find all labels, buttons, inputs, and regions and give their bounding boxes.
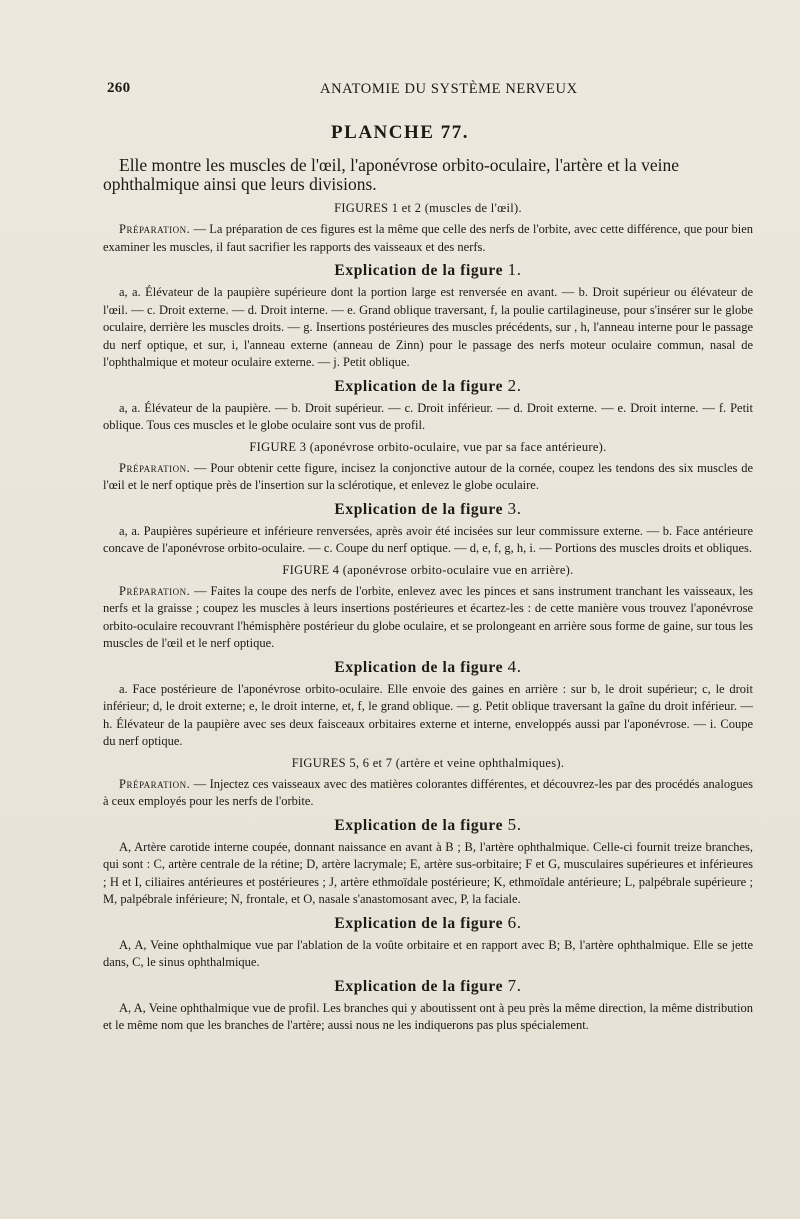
preparation-text: — La préparation de ces figures est la même que celle des nerfs de l'orbite, avec cette différence, que pour bien examiner les muscles, il faut sacrifier les rapports des vaisseaux et des nerfs. xyxy=(103,222,753,254)
figure-number: 4. xyxy=(507,656,522,676)
explanation-paragraph: A, A, Veine ophthalmique vue par l'ablation de la voûte orbitaire et en rapport avec B; B, l'artère ophthalmique. Elle se jette dans, C, le sinus ophthalmique. xyxy=(103,937,753,969)
explanation-paragraph: A, A, Veine ophthalmique vue de profil. Les branches qui y aboutissent ont à peu près la même direction, la même distribution et le même nom que les branches de l'artère; aussi nous ne les indiquerons pas plus spécialement. xyxy=(103,1000,753,1032)
explanation-heading xyxy=(103,376,753,397)
explanation-heading xyxy=(103,657,753,678)
sections-container xyxy=(103,200,753,1035)
figure-number: 3. xyxy=(507,498,522,518)
preparation-paragraph xyxy=(103,221,753,256)
figure-number: 7. xyxy=(507,975,522,995)
explanation-label: Explication de la figure xyxy=(334,816,504,834)
body-text xyxy=(103,156,753,1039)
page-number: 260 xyxy=(107,80,131,96)
figure-subheading: FIGURE 4 (aponévrose orbito-oculaire vue en arrière). xyxy=(282,562,574,577)
figure-subheading: FIGURES 1 et 2 (muscles de l'œil). xyxy=(334,201,522,215)
explanation-label: Explication de la figure xyxy=(334,500,504,518)
explanation-label: Explication de la figure xyxy=(334,377,504,395)
explanation-paragraph: a, a. Élévateur de la paupière supérieure dont la portion large est renversée en avant. — b. Droit supérieur ou élévateur de l'œil. — c. Droit externe. — d. Droit interne. — e. Grand oblique traversant, f, la poulie cartilagineuse, pour s'insérer sur le globe oculaire, derrière les muscles droits. — g. Insertions postérieures des muscles précédents, sur , h, l'anneau interne pour le passage du nerf optique, et sur, i, l'anneau externe (anneau de Zinn) pour le passage des nerfs moteur oculaire commun, nasal de l'ophthalmique et moteur oculaire externe. — j. Petit oblique. xyxy=(103,285,753,369)
preparation-label: Préparation. xyxy=(119,222,191,236)
figure-number: 1. xyxy=(507,260,522,279)
preparation-paragraph xyxy=(103,583,753,653)
preparation-paragraph xyxy=(103,776,753,811)
running-head: ANATOMIE DU SYSTÈME NERVEUX xyxy=(320,81,578,97)
explanation-paragraph: A, Artère carotide interne coupée, donnant naissance en avant à B ; B, l'artère ophthalmique. Celle-ci fournit treize branches, qui sont : C, artère centrale de la rétine; D, artère lacrymale; E, artère sus-orbitaire; F et G, musculaires supérieures et inférieures ; H et I, ciliaires antérieures et postérieures ; J, artère ethmoïdale postérieure; K, ethmoïdale antérieure; L, palpébrale supérieure ; M, palpébrale inférieure; N, frontale, et O, nasale s'anastomosant avec, P, la faciale. xyxy=(103,839,753,906)
preparation-text: — Faites la coupe des nerfs de l'orbite, enlevez avec les pinces et sans instrument tranchant les vaisseaux, les nerfs et la graisse ; coupez les muscles à leurs insertions postérieures et écartez-les : de cette manière vous trouvez l'aponévrose orbito-oculaire recouvrant l'hémisphère postérieur du globe oculaire, et se prolongeant en arrière sous forme de gaine, sur tous les muscles de l'œil et le nerf optique. xyxy=(103,583,753,650)
explanation-heading xyxy=(103,260,753,281)
figure-number: 5. xyxy=(507,814,522,834)
explanation-label: Explication de la figure xyxy=(334,977,504,995)
preparation-label: Préparation. xyxy=(119,460,191,475)
preparation-paragraph xyxy=(103,460,753,495)
explanation-heading xyxy=(103,976,753,997)
intro-paragraph: Elle montre les muscles de l'œil, l'aponévrose orbito-oculaire, l'artère et la veine ophthalmique ainsi que leurs divisions. xyxy=(103,155,680,194)
explanation-paragraph: a, a. Élévateur de la paupière. — b. Droit supérieur. — c. Droit inférieur. — d. Droit externe. — e. Droit interne. — f. Petit oblique. Tous ces muscles et le globe oculaire sont vus de profil. xyxy=(103,400,753,432)
explanation-paragraph: a. Face postérieure de l'aponévrose orbito-oculaire. Elle envoie des gaines en arrière : sur b, le droit supérieur; c, le droit inférieur; d, le droit externe; e, le droit interne, et, f, le grand oblique. — g. Petit oblique traversant la gaîne du droit inférieur. — h. Élévateur de la paupière avec ses deux faisceaux orbitaires externe et interne, enveloppés aussi par l'aponévrose. — i. Coupe du nerf optique. xyxy=(103,681,753,748)
preparation-label: Préparation. xyxy=(119,776,191,791)
explanation-label: Explication de la figure xyxy=(334,658,504,676)
preparation-label: Préparation. xyxy=(119,583,191,598)
explanation-heading xyxy=(103,913,753,934)
figure-number: 6. xyxy=(507,912,522,932)
explanation-heading xyxy=(103,499,753,520)
plate-title: PLANCHE 77. xyxy=(331,122,469,143)
preparation-text: — Injectez ces vaisseaux avec des matières colorantes différentes, et découvrez-les par des procédés analogues à ceux employés pour les nerfs de l'orbite. xyxy=(103,776,753,808)
figure-number: 2. xyxy=(507,375,522,395)
explanation-label: Explication de la figure xyxy=(334,914,504,932)
explanation-heading xyxy=(103,815,753,836)
preparation-text: — Pour obtenir cette figure, incisez la conjonctive autour de la cornée, coupez les tendons des six muscles de l'œil et le nerf optique près de l'insertion sur la sclérotique, et enlevez le globe oculaire. xyxy=(103,460,753,492)
explanation-paragraph: a, a. Paupières supérieure et inférieure renversées, après avoir été incisées sur leur commissure externe. — b. Face antérieure concave de l'aponévrose orbito-oculaire. — c. Coupe du nerf optique. — d, e, f, g, h, i. — Portions des muscles droits et obliques. xyxy=(103,523,753,555)
figure-subheading: FIGURE 3 (aponévrose orbito-oculaire, vue par sa face antérieure). xyxy=(249,439,607,454)
page-header xyxy=(107,80,752,104)
figure-subheading: FIGURES 5, 6 et 7 (artère et veine ophthalmiques). xyxy=(291,755,565,770)
explanation-label: Explication de la figure xyxy=(334,262,504,279)
